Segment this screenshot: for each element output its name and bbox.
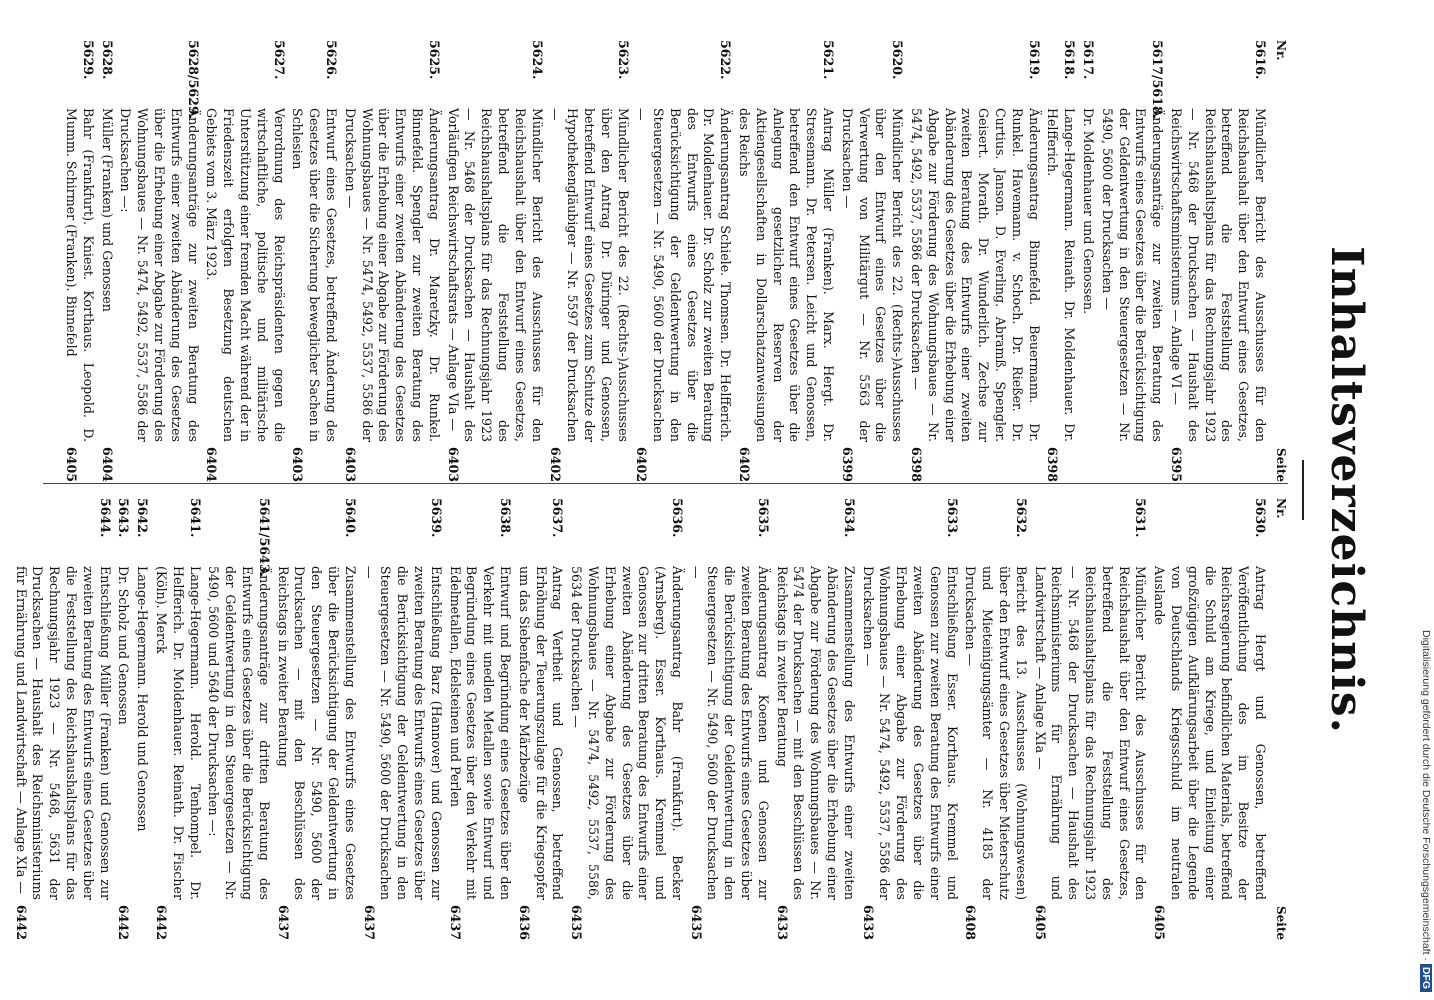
entry-number: 5630. — [1253, 498, 1268, 538]
entry-number: 5617/5618. — [1150, 40, 1166, 120]
seite-header: Seite — [1274, 905, 1288, 940]
entry-page-number: 6405 — [1152, 904, 1168, 940]
entry-page-number: 6399 — [839, 446, 855, 482]
entry-page-number: 6403 — [290, 446, 306, 482]
entry-number: 5616. — [1253, 40, 1268, 80]
toc-entry — [446, 498, 513, 940]
toc-entry — [1044, 40, 1078, 482]
dfg-logo: DFG — [1420, 964, 1432, 992]
entry-text: Lange-Hegermann. Herold. Tenhompel. Dr. Helfferich. Dr. Moldenhauer. Reinath. Dr. Fischer (Köln). Merck — [154, 566, 203, 900]
toc-entry — [962, 498, 1029, 940]
entry-number: 5635. — [755, 498, 771, 538]
toc-entry — [1079, 40, 1096, 482]
entry-number: 5640. — [342, 498, 358, 538]
toc-entry — [152, 498, 202, 940]
entry-number: 5621. — [821, 40, 837, 80]
entry-number: 5623. — [615, 40, 631, 80]
toc-entry — [1150, 498, 1268, 940]
entry-text: Lange-Hegermann. Reinath. Dr. Moldenhauer. Dr. Helfferich. — [1045, 108, 1078, 442]
entry-page-number: 6433 — [860, 904, 876, 940]
entry-text: Bahr (Frankfurt). Kniest. Korthaus. Leopold. D. Mumm. Schirmer (Franken). Binnefeld — [64, 108, 96, 442]
toc-entry — [444, 40, 545, 482]
entry-text: Lange-Hegermann. Herold und Genossen — [135, 566, 151, 832]
entry-number: 5627. — [271, 40, 287, 80]
entry-number: 5643. — [116, 498, 132, 538]
entry-page-number: 6437 — [447, 904, 463, 940]
column-divider — [43, 483, 1288, 484]
entry-text: Entschließung Barz (Hannover) und Genossen zur zweiten Beratung des Entwurfs eines Gesetzes über die Berücksichtigung der Geldentwertung in den Steuergesetzen — Nr. 5490, 5600 der Drucksachen — — [361, 566, 444, 900]
toc-entry — [735, 40, 836, 482]
entry-number: 5628. — [99, 40, 115, 80]
entry-page-number: 6395 — [1169, 446, 1185, 482]
entry-text: Mündlicher Bericht des Ausschusses für den Reichshaushalt über den Entwurf eines Gesetzes, betreffend die Feststellung des Reichshaushaltsplans für das Rechnungsjahr 1923 — Nr. 5468 der Drucksachen — Haushalt des Reichswirtschaftsministeriums — Anlage VI — — [1169, 108, 1268, 442]
entry-page-number: 6403 — [342, 446, 358, 482]
toc-column-left — [60, 40, 1288, 482]
entry-text: Antrag Vertheit und Genossen, betreffend Erhöhung der Teuerungszulage für die Kriegsopfer um das Siebenfache der Märzbezüge — [516, 566, 566, 900]
entry-number: 5629. — [80, 40, 96, 80]
entry-text: Mündlicher Bericht des Ausschusses für den Reichshaushalt über den Entwurf eines Gesetzes, betreffend die Feststellung des Reichshaushaltsplans für das Rechnungsjahr 1923 — Nr. 5468 der Drucksachen — Haushalt des Reichsministeriums für Ernährung und Landwirtschaft — Anlage XIa — — [1032, 566, 1149, 900]
entry-text: Mündlicher Bericht des Ausschusses für den Reichshaushalt über den Entwurf eines Gesetzes, betreffend die Feststellung des Reichshaushaltsplans für das Rechnungsjahr 1923 — Nr. 5468 der Drucksachen — Haushalt des Vorläufigen Reichswirtschaftsrats — Anlage VIa — — [445, 108, 545, 442]
toc-entry — [773, 498, 857, 940]
column-header — [1274, 498, 1288, 940]
toc-entry — [133, 498, 150, 940]
entry-text: Änderungsantrag Koenen und Genossen zur zweiten Beratung des Entwurfs eines Gesetzes über die Berücksichtigung der Geldentwertung in den Steuergesetzen — Nr. 5490, 5600 der Drucksachen — — [688, 566, 771, 900]
entry-page-number: 6403 — [445, 446, 461, 482]
entry-page-number: 6433 — [774, 904, 790, 940]
entry-page-number: 6404 — [99, 446, 115, 482]
entry-text: Verordnung des Reichspräsidenten gegen die wirtschaftliche, politische und militärische Unterstützung einer fremden Macht während der in Friedenszeit erfolgten Besetzung deutschen Gebiets vom 3. März 1923. — [204, 108, 287, 443]
entry-text: Änderungsantrag Binnefeld. Beuermann. Dr. Runkel. Havemann. v. Schoch. Dr. Rießer. Dr. Curtius. Janson. D. Everling. Abramß. Spengler. Geisert. Morath. Dr. Wunderlich. Zechse zur zweiten Beratung des Entwurfs einer zweiten Abänderung des Gesetzes über die Erhebung einer Abgabe zur Förderung des Wohnungsbaues — Nr. 5474, 5492, 5537, 5586 der Drucksachen — — [909, 108, 1042, 442]
entry-number: 5632. — [1013, 498, 1029, 538]
entry-text: Antrag Müller (Franken). Marx. Hergt. Dr. Stresemann. Dr. Petersen. Leicht und Genossen, betreffend den Entwurf eines Gesetzes über die Anlegung gesetzlicher Reserven der Aktiengesellschaften in Dollarschatzanweisungen des Reichs — [737, 108, 837, 442]
entry-number: 5639. — [428, 498, 444, 538]
toc-entry — [203, 40, 287, 482]
toc-entry — [1098, 40, 1165, 482]
toc-entry — [274, 498, 358, 940]
entry-text: Bericht des 13. Ausschusses (Wohnungswesen) über den Entwurf eines Gesetzes über Mieterschutz und Mieteinigungsämter — Nr. 4185 der Drucksachen — — [963, 566, 1029, 900]
toc-entry — [859, 498, 960, 940]
page-title: Inhaltsverzeichnis. — [1321, 246, 1372, 734]
entry-text: Änderungsanträge zur zweiten Beratung des Entwurfs einer zweiten Abänderung des Gesetzes über die Erhebung einer Abgabe zur Förderung des Wohnungsbaues — Nr. 5474, 5492, 5537, 5586 der Drucksachen —: — [118, 108, 201, 442]
entry-page-number: 6402 — [548, 446, 564, 482]
toc-entry — [633, 40, 734, 482]
entry-page-number: 6435 — [688, 904, 704, 940]
entry-text: Änderungsantrag Schiele. Thomsen. Dr. Helfferich. Dr. Moldenhauer. Dr. Scholz zur zweiten Beratung des Entwurfs eines Gesetzes über die Berücksichtigung der Geldentwertung in den Steuergesetzen — Nr. 5490, 5600 der Drucksachen — — [634, 108, 734, 442]
entry-page-number: 6442 — [154, 904, 169, 940]
entry-number: 5618. — [1062, 40, 1078, 80]
entry-number: 5638. — [497, 498, 513, 538]
entry-text: Zusammenstellung des Entwurfs einer zweiten Abänderung des Gesetzes über die Erhebung einer Abgabe zur Förderung des Wohnungsbaues — Nr. 5474 der Drucksachen — mit den Beschlüssen des Reichstags in zweiter Beratung — [774, 566, 857, 900]
nr-header: Nr. — [1274, 40, 1288, 61]
toc-entry — [98, 40, 115, 482]
entry-page-number: 6436 — [516, 904, 532, 940]
entry-number: 5641. — [187, 498, 203, 538]
entry-page-number: 6405 — [1032, 904, 1048, 940]
toc-entry — [567, 498, 685, 940]
entry-text: Zusammenstellung des Entwurfs eines Gesetzes über die Berücksichtigung der Geldentwertung in den Steuergesetzen — Nr. 5490, 5600 der Drucksachen — mit den Beschlüssen des Reichstags in zweiter Beratung — [275, 566, 358, 900]
entry-number: 5641/5643. — [256, 498, 272, 578]
entry-number: 5626. — [323, 40, 339, 80]
toc-entry — [1167, 40, 1268, 482]
entry-text: Änderungsantrag Dr. Maretzky. Dr. Runkel. Binnefeld. Spengler zur zweiten Beratung des Entwurfs einer zweiten Abänderung des Gesetzes über die Erhebung einer Abgabe zur Förderung des Wohnungsbaues — Nr. 5474, 5492, 5537, 5586 der Drucksachen — — [342, 108, 442, 442]
entry-number: 5619. — [1026, 40, 1042, 80]
toc-entries — [62, 40, 1268, 482]
toc-entry — [907, 40, 1041, 482]
toc-entry — [62, 40, 96, 482]
entry-number: 5620. — [890, 40, 906, 80]
funding-note-text: Digitalisierung gefördert durch die Deutsche Forschungsgemeinschaft · — [1420, 629, 1432, 961]
entry-text: Dr. Moldenhauer und Genossen. — [1081, 108, 1097, 315]
entry-page-number: 6398 — [909, 446, 925, 482]
toc-entry — [115, 498, 132, 940]
toc-entry — [341, 40, 442, 482]
seite-header: Seite — [1274, 447, 1288, 482]
entry-page-number: 6404 — [204, 446, 220, 482]
entry-page-number: 6402 — [634, 446, 650, 482]
entry-text: Mündlicher Bericht des 22. (Rechts-)Ausschusses über den Entwurf eines Gesetzes über die Verwertung von Militärgut — Nr. 5563 der Drucksachen — — [839, 108, 906, 442]
entry-number: 5642. — [135, 498, 151, 538]
toc-entry — [12, 498, 113, 940]
toc-entry — [289, 40, 339, 482]
entry-number: 5631. — [1133, 498, 1149, 538]
entry-page-number: 6402 — [737, 446, 753, 482]
entry-number: 5617. — [1081, 40, 1097, 80]
entry-page-number: 6408 — [963, 904, 979, 940]
column-header — [1274, 40, 1288, 482]
toc-entry — [838, 40, 905, 482]
entry-text: Entschließung Müller (Franken) und Genossen zur zweiten Beratung des Entwurfs eines Gesetzes über die Feststellung des Reichshaushaltsplans für das Rechnungsjahr 1923 — Nr. 5468, 5631 der Drucksachen — Haushalt des Reichsministeriums für Ernährung und Landwirtschaft — Anlage XIa — — [13, 566, 113, 900]
entry-text: Entwurf eines Gesetzes, betreffend Änderung des Gesetzes über die Sicherung beweglicher Sachen in Schlesien — [290, 108, 339, 442]
document-page — [0, 20, 1400, 960]
entry-page-number: 6435 — [569, 904, 585, 940]
toc-entry — [205, 498, 272, 940]
entry-number: 5625. — [426, 40, 442, 80]
entry-page-number: 6442 — [116, 904, 132, 940]
toc-entry — [360, 498, 444, 940]
funding-note — [1416, 8, 1434, 992]
entry-number: 5624. — [529, 40, 545, 80]
entry-page-number: 6398 — [1045, 446, 1061, 482]
entry-text: Entwurf und Begründung eines Gesetzes über den Verkehr mit unedlen Metallen sowie Entwurf und Begründung eines Gesetzes über den Verkehr mit Edelmetallen, Edelsteinen und Perlen — [447, 566, 513, 900]
entry-text: Änderungsanträge zur dritten Beratung des Entwurfs eines Gesetzes über die Berücksichtigung der Geldentwertung in den Steuergesetzen — Nr. 5490, 5600 und 5640 der Drucksachen —: — [206, 566, 272, 900]
entry-text: Müller (Franken) und Genossen — [99, 108, 115, 312]
entry-number: 5634. — [841, 498, 857, 538]
toc-entry — [515, 498, 565, 940]
toc-column-right — [10, 498, 1288, 940]
toc-entries — [12, 498, 1268, 940]
entry-page-number: 6437 — [361, 904, 377, 940]
entry-number: 5636. — [669, 498, 685, 538]
entry-text: Änderungsanträge zur zweiten Beratung des Entwurfs eines Gesetzes über die Berücksichtigung der Geldentwertung in den Steuergesetzen — Nr. 5490, 5600 der Drucksachen — — [1099, 108, 1166, 442]
entry-number: 5644. — [97, 498, 113, 538]
entry-page-number: 6437 — [275, 904, 291, 940]
toc-entry — [547, 40, 631, 482]
entry-text: Änderungsantrag Bahr (Frankfurt). Becker (Arnsberg). Esser. Korthaus. Kremmel und Genossen zur dritten Beratung des Entwurfs einer zweiten Abänderung des Gesetzes über die Erhebung einer Abgabe zur Förderung des Wohnungsbaues — Nr. 5474, 5492, 5537, 5586, 5634 der Drucksachen — — [569, 566, 685, 900]
entry-text: Mündlicher Bericht des 22. (Rechts-)Ausschusses über den Antrag Dr. Düringer und Genossen, betreffend Entwurf eines Gesetzes zum Schutze der Hypothekengläubiger — Nr. 5597 der Drucksachen — — [548, 108, 631, 442]
entry-text: Antrag Hergt und Genossen, betreffend Veröffentlichung des im Besitze der Reichsregierung befindlichen Materials, betreffend die Schuld am Kriege, und Einleitung einer großzügigen Aufklärungsarbeit über die Legende von Deutschlands Kriegsschuld im neutralen Auslande — [1152, 566, 1268, 900]
toc-entry — [117, 40, 201, 482]
entry-number: 5633. — [944, 498, 960, 538]
entry-number: 5622. — [718, 40, 734, 80]
entry-page-number: 6405 — [64, 446, 80, 482]
toc-entry — [687, 498, 771, 940]
title-divider — [1302, 460, 1304, 520]
entry-page-number: 6442 — [13, 904, 29, 940]
nr-header: Nr. — [1274, 498, 1288, 519]
toc-entry — [1031, 498, 1149, 940]
entry-text: Entschließung Esser. Korthaus. Kremmel und Genossen zur zweiten Beratung des Entwurfs einer zweiten Abänderung des Gesetzes über die Erhebung einer Abgabe zur Förderung des Wohnungsbaues — Nr. 5474, 5492, 5537, 5586 der Drucksachen — — [860, 566, 960, 900]
entry-number: 5637. — [550, 498, 566, 538]
entry-text: Dr. Scholz und Genossen — [116, 566, 132, 725]
entry-number: 5628/5629. — [185, 40, 201, 120]
